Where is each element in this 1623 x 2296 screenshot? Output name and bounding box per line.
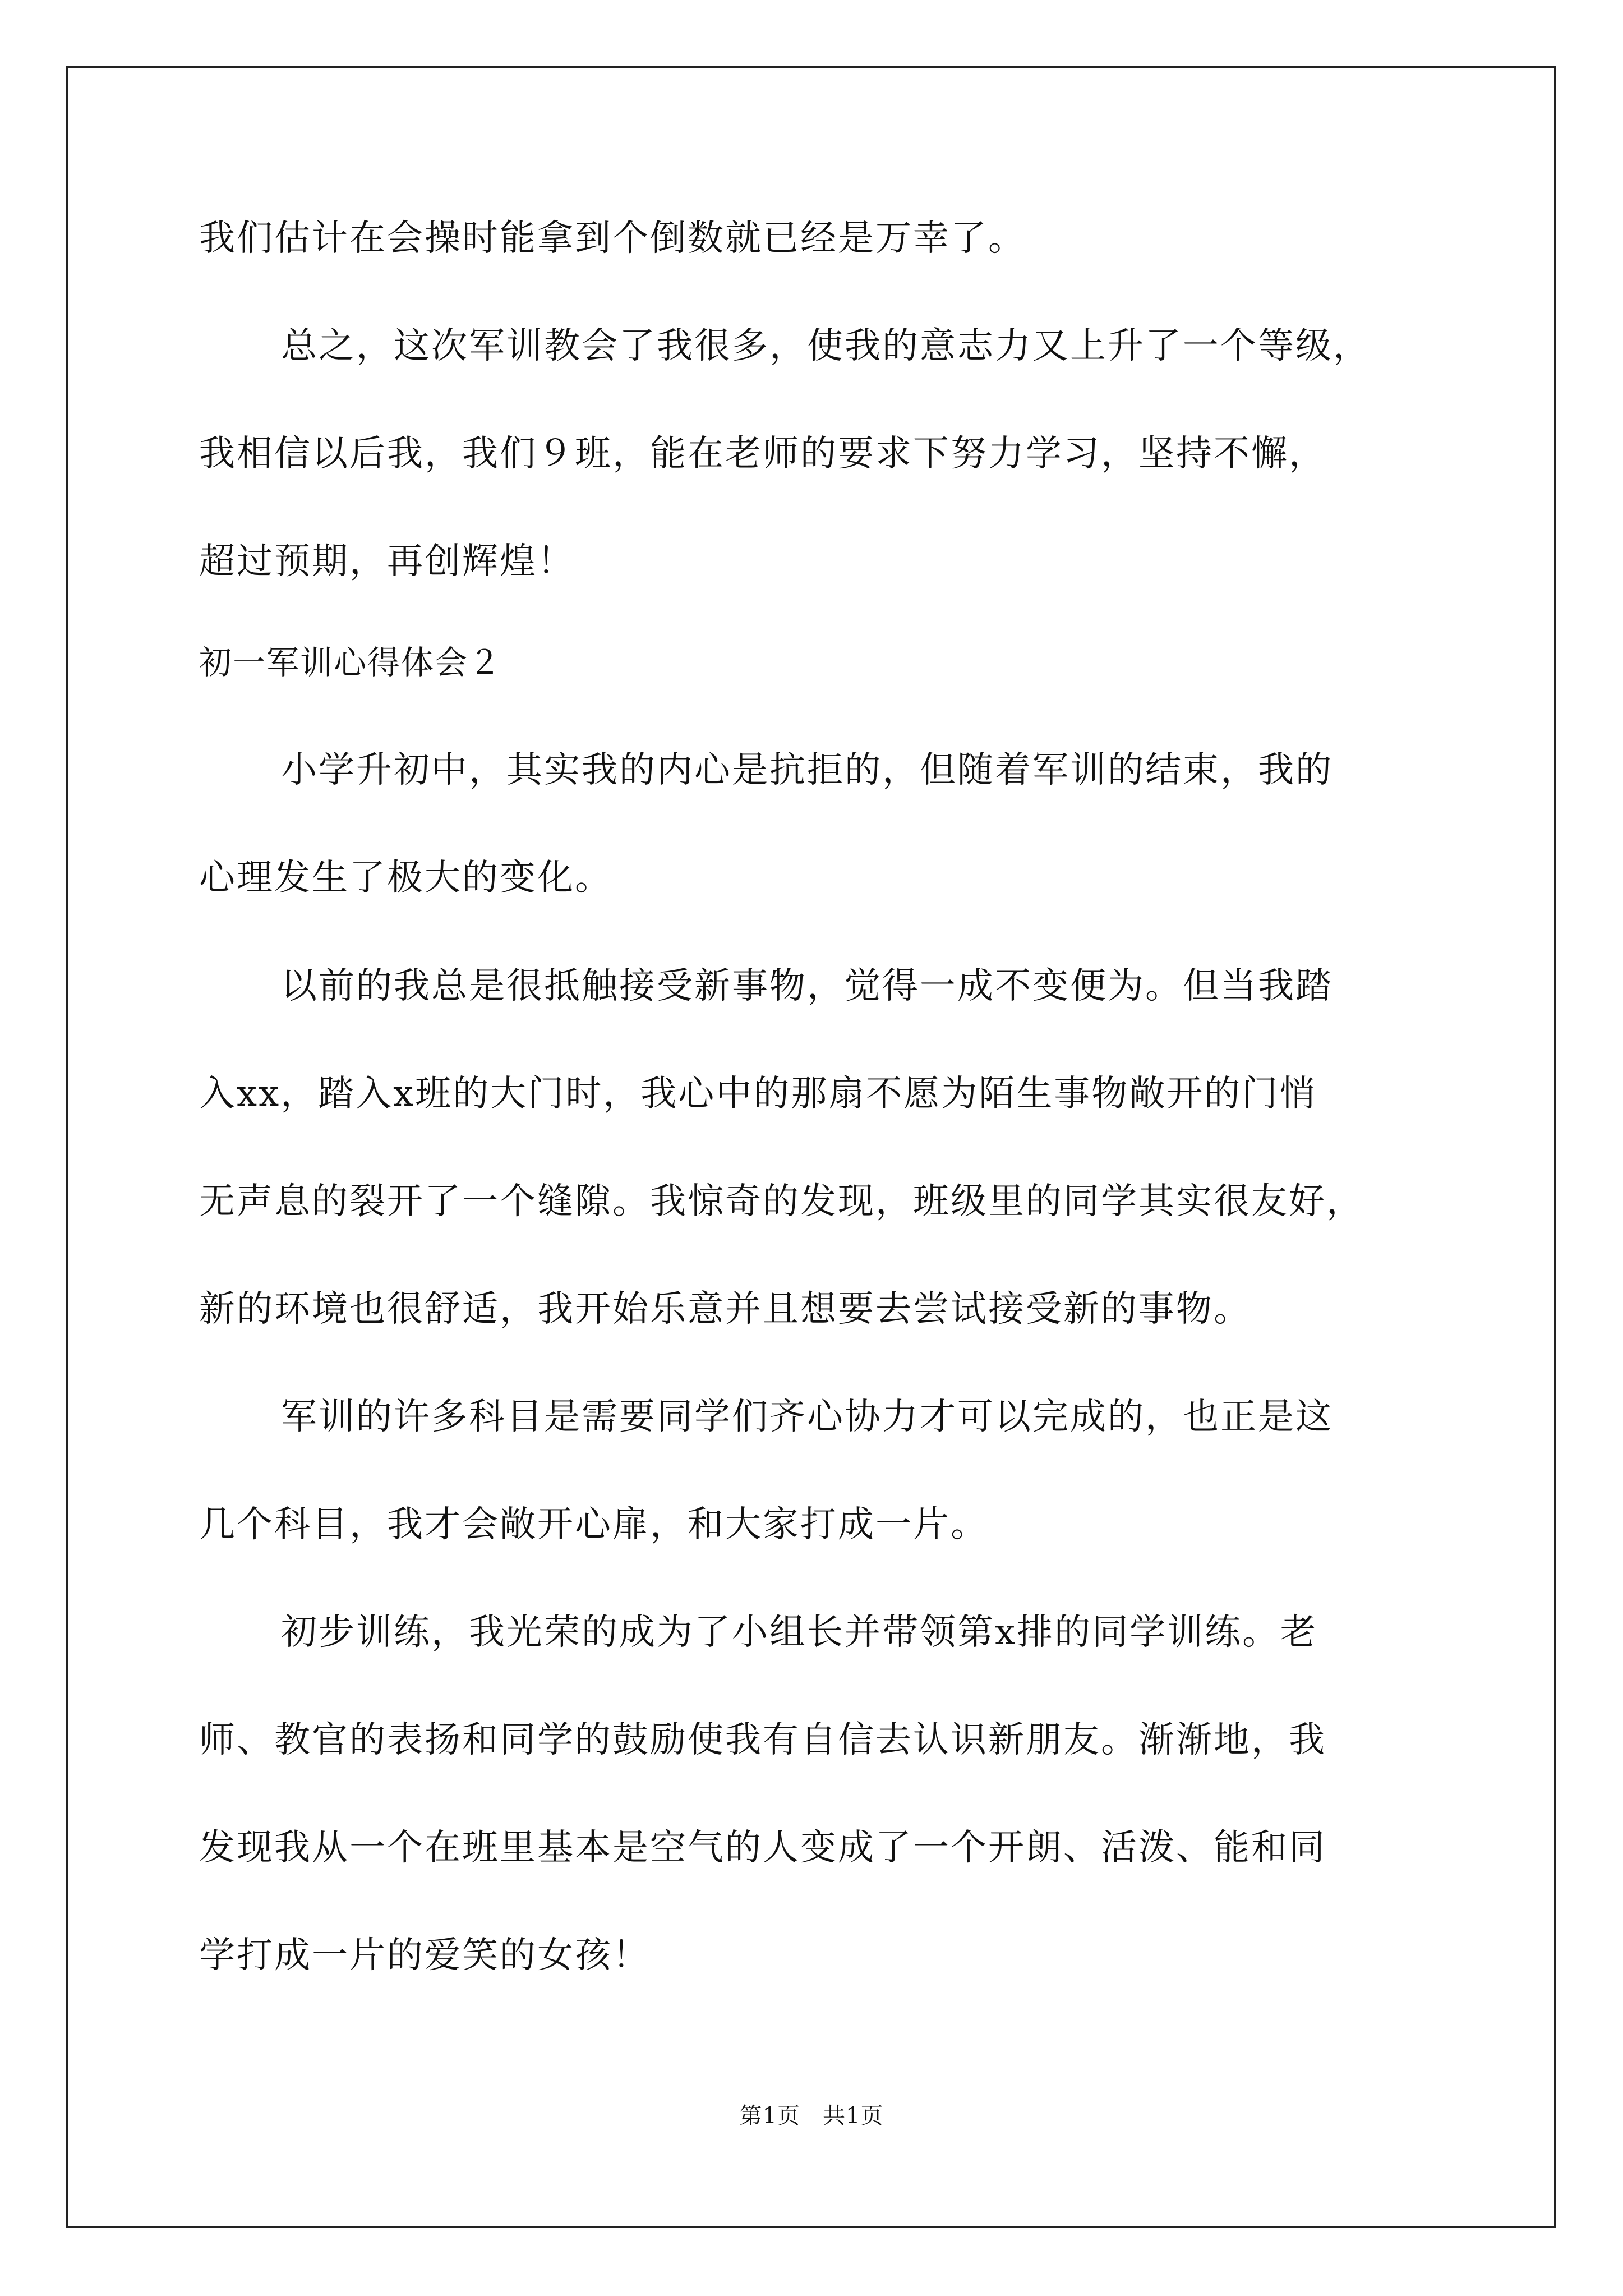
paragraph-line: 军训的许多科目是需要同学们齐心协力才可以完成的，也正是这 bbox=[281, 1396, 1333, 1438]
paragraph-line: 总之，这次军训教会了我很多，使我的意志力又上升了一个等级， bbox=[281, 325, 1371, 367]
paragraph-line: 初步训练，我光荣的成为了小组长并带领第x排的同学训练。老 bbox=[281, 1612, 1318, 1653]
paragraph-line: 学打成一片的爱笑的女孩！ bbox=[199, 1935, 650, 1976]
page-number: 第1页 bbox=[739, 2103, 800, 2129]
paragraph-line: 我相信以后我，我们９班，能在老师的要求下努力学习，坚持不懈， bbox=[199, 433, 1326, 475]
paragraph-line: 心理发生了极大的变化。 bbox=[199, 857, 612, 899]
paragraph-line: 小学升初中，其实我的内心是抗拒的，但随着军训的结束，我的 bbox=[281, 749, 1333, 791]
paragraph-line: 新的环境也很舒适，我开始乐意并且想要去尝试接受新的事物。 bbox=[199, 1289, 1251, 1330]
paragraph-line: 以前的我总是很抵触接受新事物，觉得一成不变便为。但当我踏 bbox=[281, 965, 1333, 1007]
paragraph-line: 无声息的裂开了一个缝隙。我惊奇的发现，班级里的同学其实很友好， bbox=[199, 1181, 1364, 1222]
page-footer bbox=[0, 2098, 1623, 2130]
page-total: 共1页 bbox=[823, 2103, 884, 2129]
paragraph-line: 我们估计在会操时能拿到个倒数就已经是万幸了。 bbox=[199, 218, 1026, 259]
paragraph-line: 入xx，踏入x班的大门时，我心中的那扇不愿为陌生事物敞开的门悄 bbox=[199, 1073, 1317, 1115]
page-border bbox=[66, 66, 1556, 2228]
paragraph-line: 师、教官的表扬和同学的鼓励使我有自信去认识新朋友。渐渐地，我 bbox=[199, 1719, 1326, 1761]
paragraph-line: 发现我从一个在班里基本是空气的人变成了一个开朗、活泼、能和同 bbox=[199, 1827, 1326, 1869]
paragraph-line: 几个科目，我才会敞开心扉，和大家打成一片。 bbox=[199, 1504, 988, 1545]
paragraph-line: 超过预期，再创辉煌！ bbox=[199, 541, 575, 582]
section-heading: 初一军训心得体会２ bbox=[199, 643, 502, 682]
